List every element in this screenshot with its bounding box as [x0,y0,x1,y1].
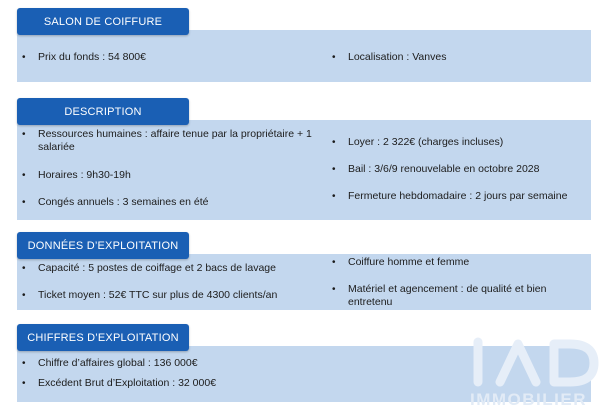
list-item: • Ressources humaines : affaire tenue par la propriétaire + 1 salariée [22,128,336,154]
section-salon-header: SALON DE COIFFURE [17,8,189,35]
list-item: • Loyer : 2 322€ (charges incluses) [332,136,600,149]
list-item: • Chiffre d’affaires global : 136 000€ [22,357,338,370]
section-description-header: DESCRIPTION [17,98,189,125]
list-item: • Localisation : Vanves [332,51,598,64]
list-item: • Fermeture hebdomadaire : 2 jours par semaine [332,190,600,203]
list-item: • Matériel et agencement : de qualité et bien entretenu [332,283,588,309]
list-item: • Excédent Brut d’Exploitation : 32 000€ [22,377,338,390]
list-item: • Horaires : 9h30-19h [22,169,336,182]
watermark-text: IMMOBILIER [470,390,587,409]
list-item: • Capacité : 5 postes de coiffage et 2 bacs de lavage [22,262,338,275]
list-item: • Coiffure homme et femme [332,256,600,269]
section-chiffres-header: CHIFFRES D’EXPLOITATION [17,324,189,351]
list-item: • Ticket moyen : 52€ TTC sur plus de 4300 clients/an [22,289,338,302]
list-item: • Congés annuels : 3 semaines en été [22,196,336,209]
section-donnees-header: DONNÉES D’EXPLOITATION [17,232,189,259]
list-item: • Bail : 3/6/9 renouvelable en octobre 2028 [332,163,600,176]
list-item: • Prix du fonds : 54 800€ [22,51,328,64]
